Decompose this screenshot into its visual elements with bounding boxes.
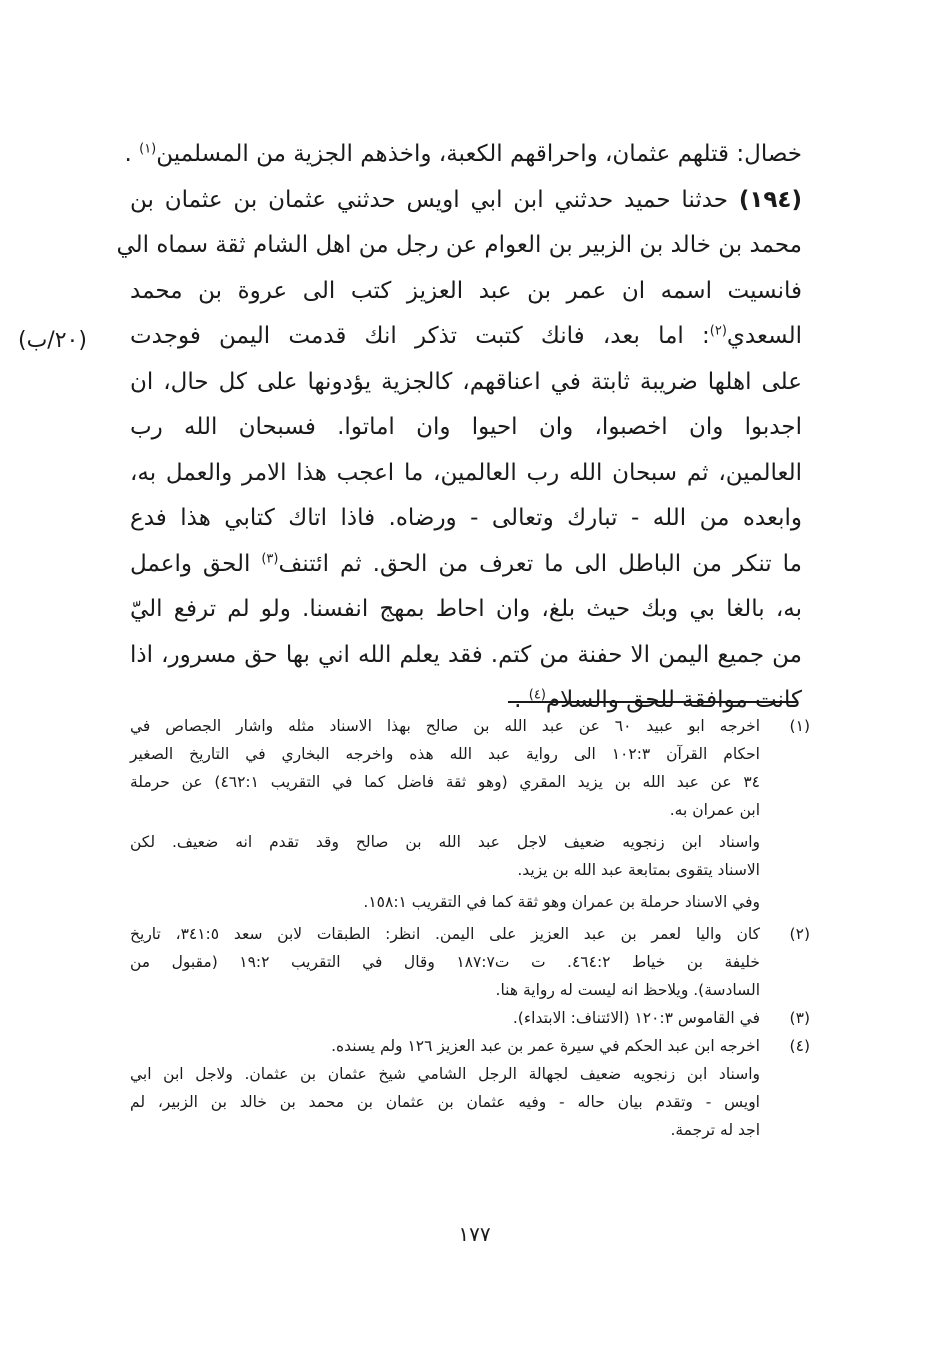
main-line-text: كانت موافقة للحق والسلام — [545, 687, 802, 713]
main-line-suffix: : اما بعد، فانك كتبت تذكر انك قدمت اليمن فوجدت — [130, 323, 710, 349]
footnotes — [130, 712, 810, 1144]
main-line-suffix: . — [124, 141, 140, 167]
footnote-line: وفي الاسناد حرملة بن عمران وهو ثقة كما في التقريب ١٥٨:١. — [363, 893, 760, 911]
page-number: ١٧٧ — [458, 1222, 491, 1246]
footnote-line: ابن عمران به. — [669, 801, 760, 819]
footnote-line: واسناد ابن زنجويه ضعيف لاجل عبد الله بن صالح وقد تقدم انه ضعيف. لكن — [130, 833, 760, 851]
footnote-1 — [130, 712, 810, 916]
main-line-2 — [130, 178, 802, 224]
main-line-text: السعدي — [726, 323, 802, 349]
margin-folio-reference: (٢٠/ب) — [18, 328, 87, 353]
main-line-text: خصال: قتلهم عثمان، واحراقهم الكعبة، واخذهم الجزية من المسلمين — [156, 141, 802, 167]
main-line-suffix: الحق واعمل — [130, 550, 262, 577]
footnote-line: احكام القرآن ١٠٢:٣ الى رواية عبد الله هذه واخرجه البخاري في التاريخ الصغير — [130, 745, 760, 763]
footnote-line: السادسة). ويلاحظ انه ليست له رواية هنا. — [495, 981, 760, 999]
main-line-7: اجدبوا وان اخصبوا، وان احيوا وان اماتوا. فسبحان الله رب — [130, 414, 802, 440]
main-text — [116, 132, 802, 724]
footnote-line: اخرجه ابو عبيد ٦٠ عن عبد الله بن صالح بهذا الاسناد مثله واشار الجصاص في — [130, 717, 761, 735]
footnote-line: في القاموس ١٢٠:٣ (الائتناف: الابتداء). — [512, 1009, 760, 1027]
main-line-4: فانسيت اسمه ان عمر بن عبد العزيز كتب الى عروة بن محمد — [130, 277, 802, 304]
footnote-line: الاسناد يتقوى بمتابعة عبد الله بن يزيد. — [517, 861, 760, 879]
footnote-2 — [130, 920, 810, 1004]
footnote-number: (٢) — [789, 925, 810, 943]
footnote-line: كان واليا لعمر بن عبد العزيز على اليمن. انظر: الطبقات لابن سعد ٣٤١:٥، تاريخ — [130, 925, 760, 943]
footnote-line: ٣٤ عن عبد الله بن يزيد المقري (وهو ثقة فاضل كما في التقريب ٤٦٢:١) عن حرملة — [130, 773, 760, 791]
main-line-10 — [130, 542, 802, 588]
footnote-3 — [130, 1004, 810, 1032]
main-line-1 — [124, 132, 802, 178]
main-line-9: وابعده من الله - تبارك وتعالى - ورضاه. فاذا اتاك كتابي هذا فدع — [130, 505, 802, 531]
footnote-line: واسناد ابن زنجويه ضعيف لجهالة الرجل الشامي شيخ عثمان بن عثمان. ولاجل ابن ابي — [130, 1065, 760, 1083]
footnote-ref-3: (٣) — [261, 550, 279, 566]
footnote-line: اخرجه ابن عبد الحكم في سيرة عمر بن عبد العزيز ١٢٦ ولم يسنده. — [331, 1037, 760, 1055]
main-line-6: على اهلها ضريبة ثابتة في اعناقهم، كالجزية يؤدونها على كل حال، ان — [130, 368, 802, 395]
footnote-line: اويس - وتقدم بيان حاله - وفيه عثمان بن عثمان بن محمد بن خالد بن الزبير، لم — [130, 1093, 760, 1111]
main-line-11: به، بالغا بي وبك حيث بلغ، وان احاط بمهج انفسنا. ولو لم ترفع اليّ — [130, 596, 802, 622]
main-line-text: ما تنكر من الباطل الى ما تعرف من الحق. ثم ائتنف — [278, 550, 802, 577]
footnote-number: (٤) — [789, 1037, 810, 1055]
main-line-suffix: . — [514, 687, 529, 713]
footnote-ref-4: (٤) — [528, 687, 546, 703]
footnote-number: (٣) — [789, 1009, 810, 1027]
main-line-5 — [130, 314, 802, 360]
footnote-number: (١) — [789, 717, 810, 735]
footnote-line: خليفة بن خياط ٤٦٤:٢. ت ت١٨٧:٧ وقال في التقريب ١٩:٢ (مقبول من — [130, 953, 760, 971]
footnote-line: اجد له ترجمة. — [670, 1121, 760, 1139]
footnote-ref-2: (٢) — [709, 323, 727, 339]
footnote-separator — [508, 701, 798, 703]
main-line-12: من جميع اليمن الا حفنة من كتم. فقد يعلم الله اني بها حق مسرور، اذا — [130, 641, 802, 668]
hadith-number: (١٩٤) — [738, 186, 802, 213]
main-line-8: العالمين، ثم سبحان الله رب العالمين، ما اعجب هذا الامر والعمل به، — [130, 459, 802, 486]
main-line-3: محمد بن خالد بن الزبير بن العوام عن رجل من اهل الشام ثقة سماه الي — [116, 232, 802, 258]
footnote-4 — [130, 1032, 810, 1144]
main-line-text: حدثنا حميد حدثني ابن ابي اويس حدثني عثمان بن عثمان بن — [130, 186, 739, 213]
footnote-ref-1: (١) — [139, 141, 157, 157]
